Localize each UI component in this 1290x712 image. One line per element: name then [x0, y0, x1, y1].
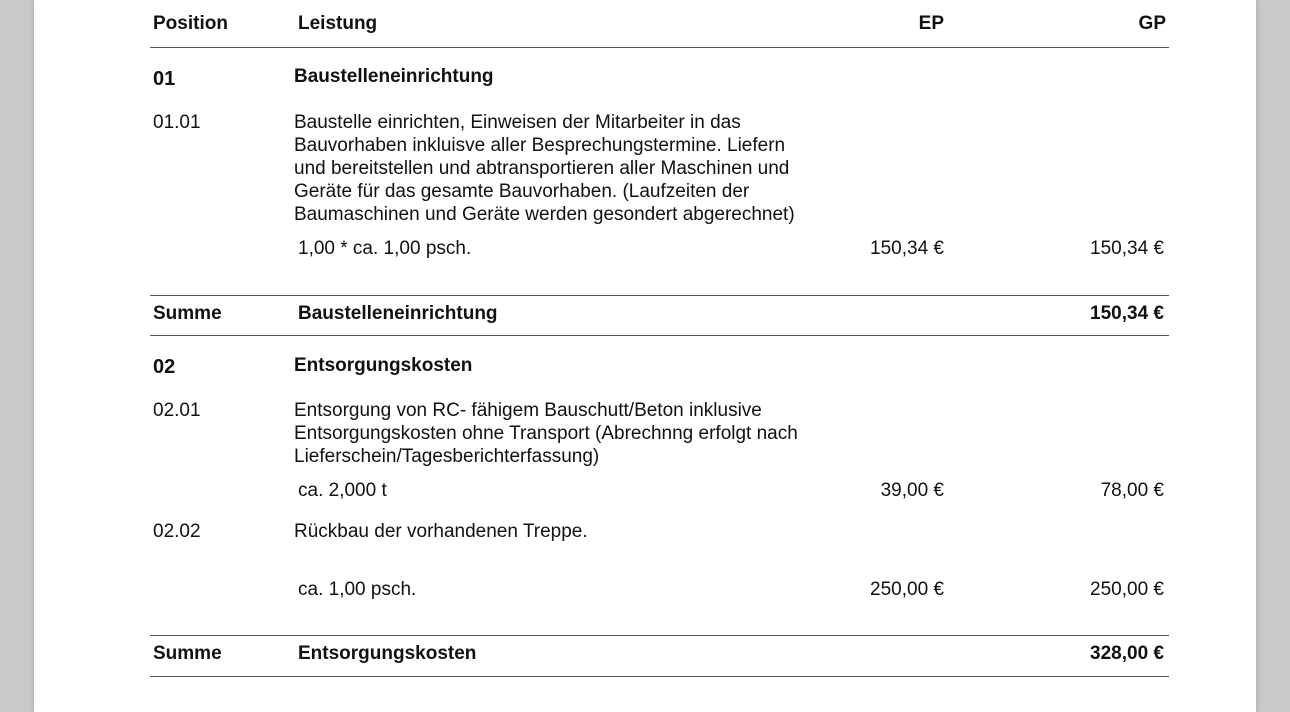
sum-value: 150,34 €: [1090, 303, 1164, 324]
item-gp: 250,00 €: [1090, 579, 1164, 600]
sum-value: 328,00 €: [1090, 643, 1164, 664]
item-ep: 250,00 €: [870, 579, 944, 600]
column-header-gp: GP: [1138, 13, 1166, 34]
item-ep: 150,34 €: [870, 238, 944, 259]
item-ep: 39,00 €: [880, 480, 944, 501]
sum-divider-bottom: [150, 335, 1169, 336]
description-line: und bereitstellen und abtransportieren aller Maschinen und: [294, 158, 790, 179]
item-position: 01.01: [153, 112, 201, 133]
item-position: 02.02: [153, 521, 201, 542]
item-description: [294, 520, 854, 543]
description-line: Lieferschein/Tagesberichterfassung): [294, 446, 600, 467]
sum-divider-top: [150, 635, 1169, 636]
item-quantity: ca. 2,000 t: [298, 480, 387, 501]
item-description: [294, 111, 854, 226]
sum-divider-top: [150, 295, 1169, 296]
description-line: Baustelle einrichten, Einweisen der Mitarbeiter in das: [294, 112, 741, 133]
column-header-position: Position: [153, 13, 228, 34]
section-number: 01: [153, 68, 176, 90]
item-quantity: 1,00 * ca. 1,00 psch.: [298, 238, 472, 259]
sum-title: Baustelleneinrichtung: [298, 303, 498, 324]
sum-label: Summe: [153, 303, 222, 324]
description-line: Entsorgungskosten ohne Transport (Abrechnng erfolgt nach: [294, 423, 798, 444]
item-gp: 78,00 €: [1100, 480, 1164, 501]
document-page: [34, 0, 1256, 712]
section-title: Baustelleneinrichtung: [294, 66, 494, 87]
description-line: Bauvorhaben inkluisve aller Besprechungstermine. Liefern: [294, 135, 786, 156]
description-line: Geräte für das gesamte Bauvorhaben. (Laufzeiten der: [294, 181, 750, 202]
sum-divider-bottom: [150, 676, 1169, 677]
item-position: 02.01: [153, 400, 201, 421]
header-divider: [150, 47, 1169, 48]
section-title: Entsorgungskosten: [294, 355, 473, 376]
section-number: 02: [153, 356, 176, 378]
description-line: Rückbau der vorhandenen Treppe.: [294, 521, 588, 542]
sum-title: Entsorgungskosten: [298, 643, 477, 664]
description-line: Entsorgung von RC- fähigem Bauschutt/Beton inklusive: [294, 400, 762, 421]
column-header-leistung: Leistung: [298, 13, 378, 34]
item-quantity: ca. 1,00 psch.: [298, 579, 417, 600]
description-line: Baumaschinen und Geräte werden gesondert abgerechnet): [294, 204, 795, 225]
sum-label: Summe: [153, 643, 222, 664]
item-gp: 150,34 €: [1090, 238, 1164, 259]
column-header-ep: EP: [918, 13, 944, 34]
item-description: [294, 399, 854, 468]
